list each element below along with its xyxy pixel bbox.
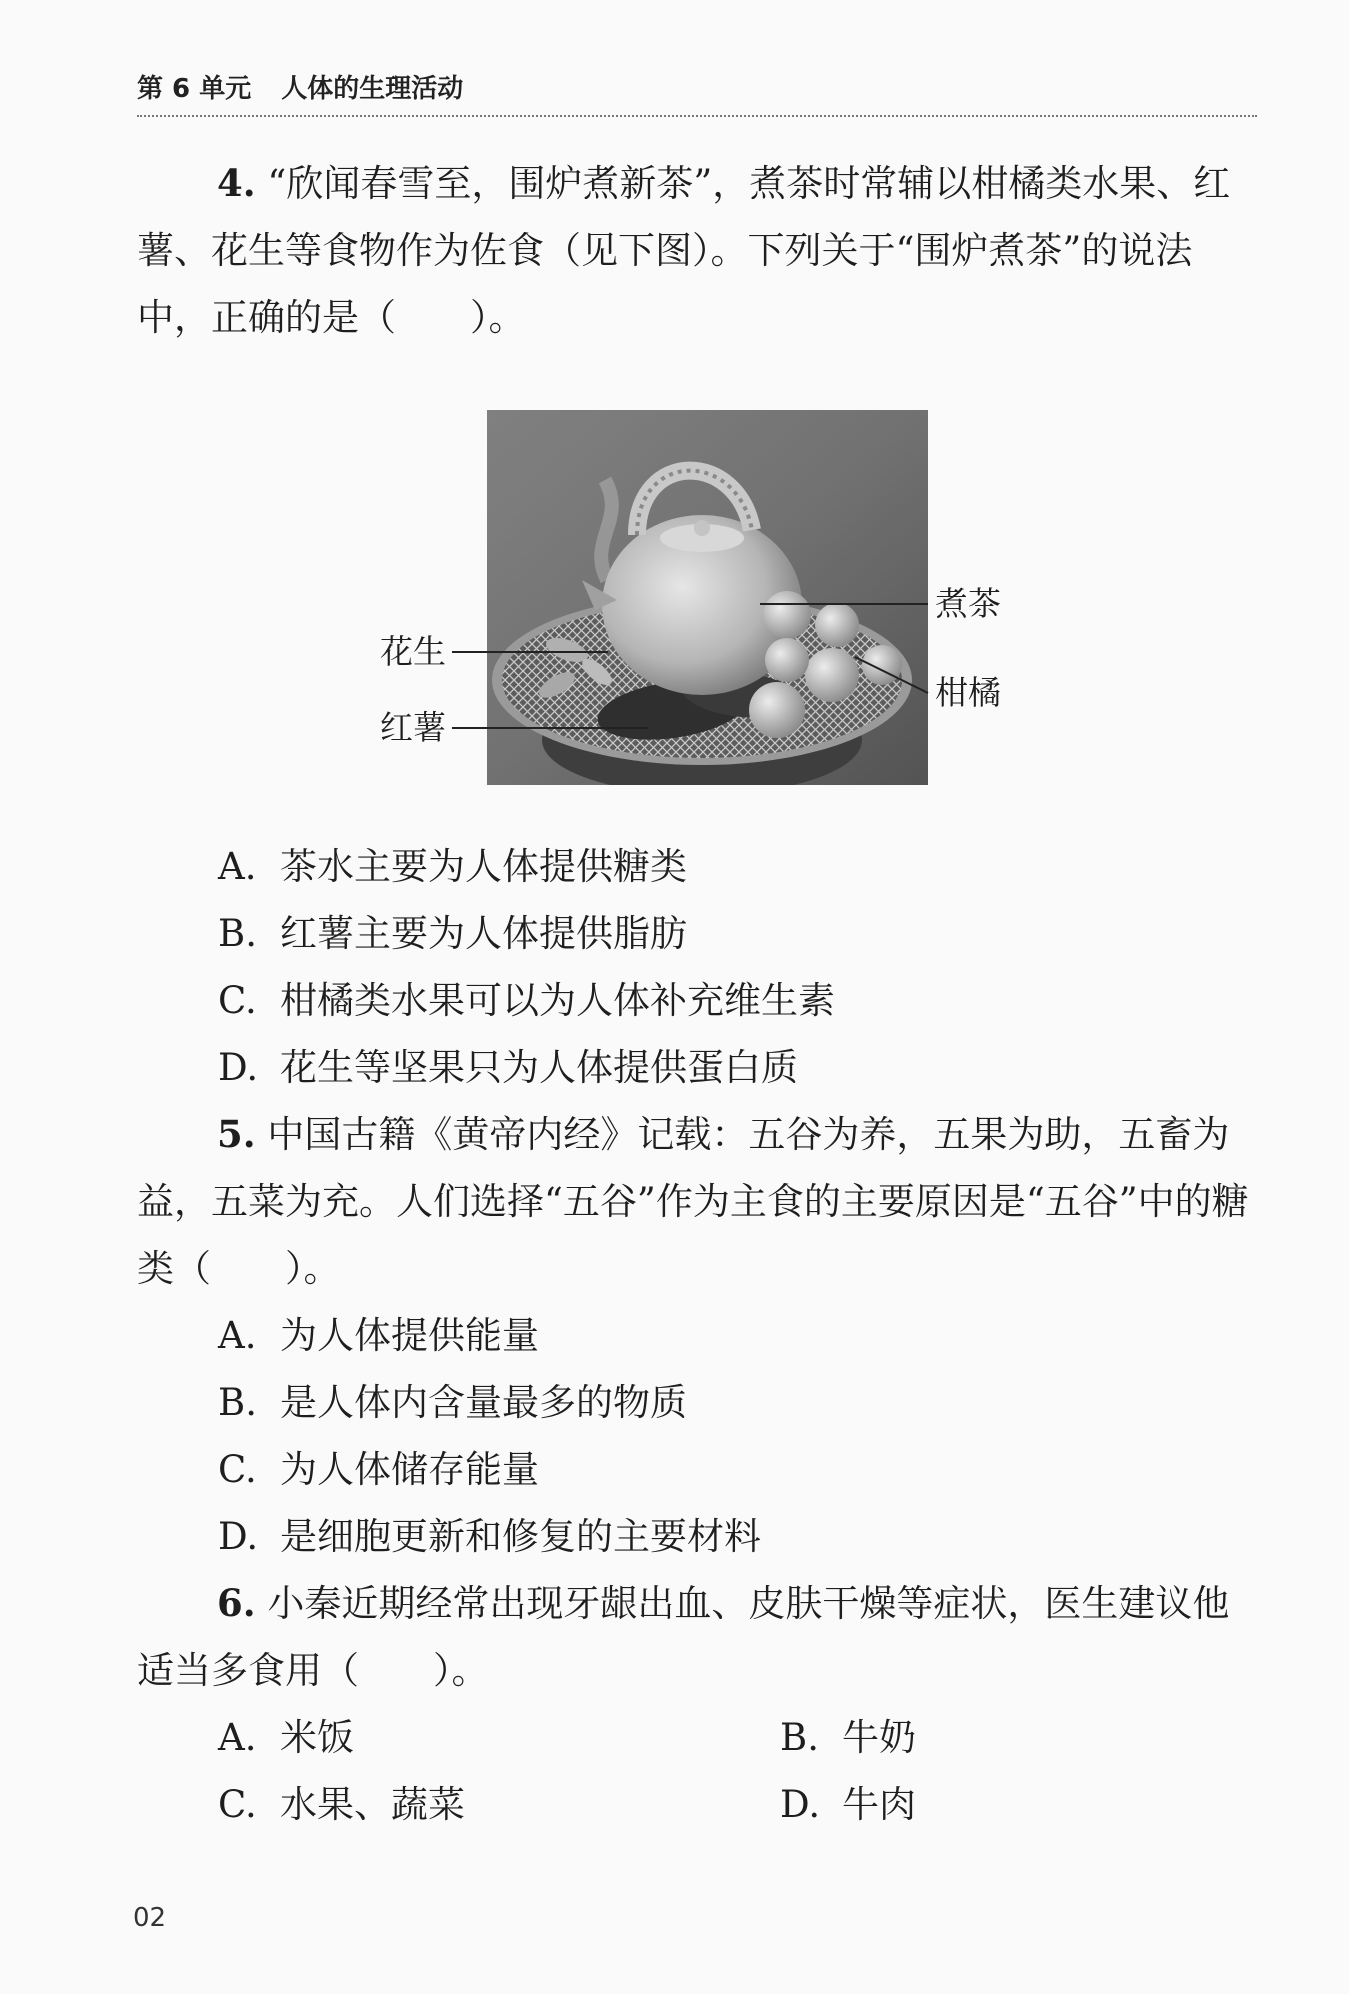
q5-option-d[interactable]: D. 是细胞更新和修复的主要材料: [218, 1515, 761, 1558]
figure-label-tea: 煮茶: [935, 584, 1001, 623]
tea-stove-figure: [380, 395, 1040, 795]
question-4-stem: [137, 150, 1257, 351]
q5-option-a[interactable]: A. 为人体提供能量: [218, 1314, 539, 1357]
unit-label: 第 6 单元: [137, 74, 252, 104]
q6-option-c[interactable]: C. 水果、蔬菜: [218, 1783, 465, 1826]
question-number: 4.: [217, 161, 256, 205]
q6-option-b[interactable]: B. 牛奶: [780, 1716, 916, 1759]
q4-option-a[interactable]: A. 茶水主要为人体提供糖类: [218, 845, 687, 888]
question-number: 5.: [217, 1112, 256, 1156]
question-text: 中国古籍《黄帝内经》记载：五谷为养，五果为助，五畜为益，五菜为充。人们选择“五谷”作为主食的主要原因是“五谷”中的糖类（ ）。: [137, 1113, 1249, 1290]
q5-option-b[interactable]: B. 是人体内含量最多的物质: [218, 1381, 687, 1424]
q5-option-c[interactable]: C. 为人体储存能量: [218, 1448, 539, 1491]
figure-label-orange: 柑橘: [935, 673, 1001, 712]
question-text: “欣闻春雪至，围炉煮新茶”，煮茶时常辅以柑橘类水果、红薯、花生等食物作为佐食（见下图）。下列关于“围炉煮茶”的说法中，正确的是（ ）。: [137, 162, 1231, 339]
q4-option-b[interactable]: B. 红薯主要为人体提供脂肪: [218, 912, 687, 955]
unit-title: 人体的生理活动: [281, 74, 464, 104]
figure-label-peanut: 花生: [380, 632, 446, 671]
page-number: 02: [133, 1903, 167, 1933]
question-number: 6.: [217, 1581, 256, 1625]
q6-option-a[interactable]: A. 米饭: [218, 1716, 354, 1759]
q6-option-d[interactable]: D. 牛肉: [780, 1783, 916, 1826]
figure-label-sweet-potato: 红薯: [380, 708, 446, 747]
q4-option-d[interactable]: D. 花生等坚果只为人体提供蛋白质: [218, 1046, 798, 1089]
question-5-stem: [137, 1101, 1257, 1302]
question-6-stem: [137, 1570, 1257, 1704]
q4-option-c[interactable]: C. 柑橘类水果可以为人体补充维生素: [218, 979, 835, 1022]
running-header: [137, 68, 1257, 117]
question-text: 小秦近期经常出现牙龈出血、皮肤干燥等症状，医生建议他适当多食用（ ）。: [137, 1582, 1230, 1692]
